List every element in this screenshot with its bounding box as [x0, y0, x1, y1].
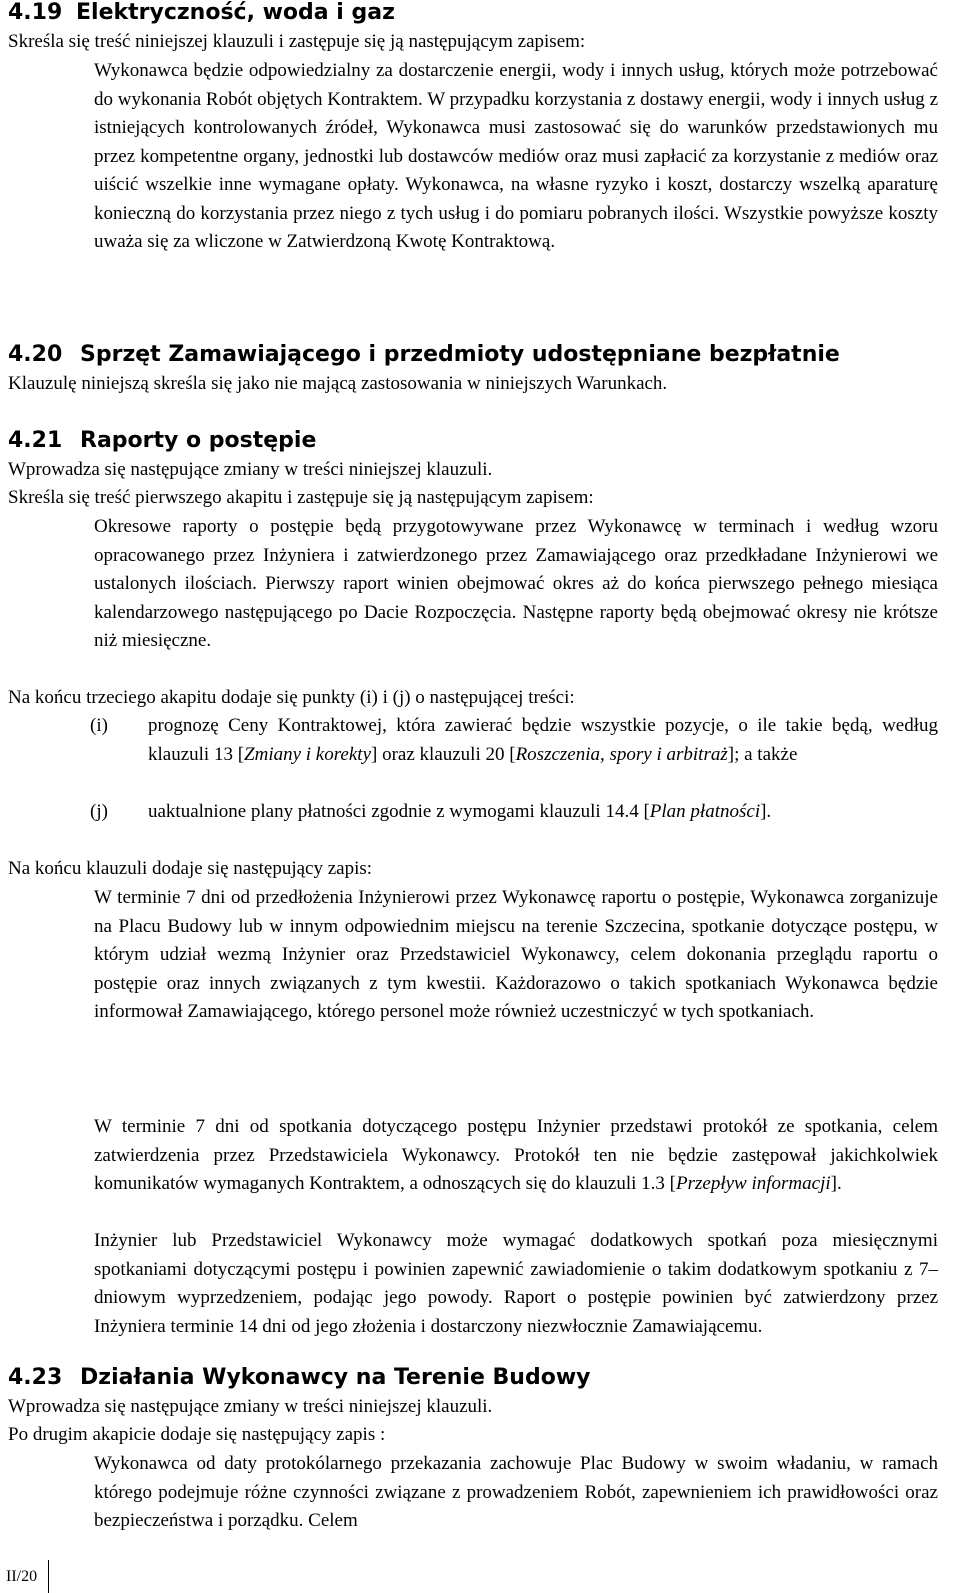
section-4-21-quote3: W terminie 7 dni od spotkania dotyczącego postępu Inżynier przedstawi protokół ze spotkania, celem zatwierdzenia przez Przedstawiciela Wykonawcy. Protokół ten nie będzie zastępował jakichkolwiek komunikatów wymaganych Kontraktem, a odnoszących się do klauzuli 1.3 [Przepływ informacji].: [94, 1116, 938, 1194]
section-4-23-quote1: Wykonawca od daty protokólarnego przekazania zachowuje Plac Budowy w swoim władaniu, w ramach którego podejmuje różne czynności związane z prowadzeniem Robót, zapewnieniem ich prawidłowości oraz bezpieczeństwa i porządku. Celem: [94, 1453, 938, 1531]
section-4-23-heading: [8, 1365, 591, 1391]
section-4-21-line4: Na końcu klauzuli dodaje się następujący zapis:: [8, 858, 373, 879]
list-item-text: uaktualnione plany płatności zgodnie z wymogami klauzuli 14.4 [Plan płatności].: [148, 801, 772, 822]
section-number: 4.19: [8, 0, 63, 25]
footer-divider: [48, 1560, 49, 1593]
section-4-19-body: Wykonawca będzie odpowiedzialny za dostarczenie energii, wody i innych usług, których może potrzebować do wykonania Robót objętych Kontraktem. W przypadku korzystania z dostawy energii, wody i innych usług z istniejących kontrolowanych źródeł, Wykonawca musi zastosować się do warunków przedstawionych mu przez kompetentne organy, jednostki lub dostawców mediów oraz musi zapłacić za korzystanie z mediów oraz uiścić wszelkie inne wymagane opłaty. Wykonawca, na własne ryzyko i koszt, dostarczy wszelką aparaturę konieczną do korzystania przez niego z tych usług i do pomiaru pobranych ilości. Wszystkie powyższe koszty uważa się za wliczone w Zatwierdzoną Kwotę Kontraktową.: [94, 60, 938, 252]
section-4-21-line1: Wprowadza się następujące zmiany w treści niniejszej klauzuli.: [8, 459, 493, 480]
list-item-text: prognozę Ceny Kontraktowej, która zawierać będzie wszystkie pozycje, o ile takie będą, według klauzuli 13 [Zmiany i korekty] oraz klauzuli 20 [Roszczenia, spory i arbitraż]; a także: [148, 715, 938, 765]
section-4-20-body: Klauzulę niniejszą skreśla się jako nie mającą zastosowania w niniejszych Warunkach.: [8, 373, 668, 394]
section-4-23-line1: Wprowadza się następujące zmiany w treści niniejszej klauzuli.: [8, 1396, 493, 1417]
section-title: Sprzęt Zamawiającego i przedmioty udostępniane bezpłatnie: [80, 342, 840, 367]
list-marker: (j): [90, 801, 108, 822]
section-4-19-heading: [8, 0, 395, 26]
section-4-20-heading: [8, 342, 840, 368]
section-4-19-intro: Skreśla się treść niniejszej klauzuli i zastępuje się ją następującym zapisem:: [8, 31, 586, 52]
list-item-j: [8, 798, 938, 827]
page-number: II/20: [6, 1568, 38, 1585]
section-4-21-line2: Skreśla się treść pierwszego akapitu i zastępuje się ją następującym zapisem:: [8, 487, 594, 508]
section-number: 4.21: [8, 428, 63, 453]
section-4-21-line3: Na końcu trzeciego akapitu dodaje się punkty (i) i (j) o następującej treści:: [8, 687, 575, 708]
section-number: 4.23: [8, 1365, 63, 1390]
list-marker: (i): [90, 715, 108, 736]
section-4-21-heading: [8, 428, 316, 454]
section-4-23-line2: Po drugim akapicie dodaje się następujący zapis :: [8, 1424, 386, 1445]
section-title: Elektryczność, woda i gaz: [76, 0, 395, 25]
section-title: Działania Wykonawcy na Terenie Budowy: [80, 1365, 591, 1390]
section-4-21-quote1: Okresowe raporty o postępie będą przygotowywane przez Wykonawcę w terminach i według wzoru opracowanego przez Inżyniera i zatwierdzonego przez Zamawiającego oraz przedkładane Inżynierowi we ustalonych ilościach. Pierwszy raport winien obejmować okres aż do końca pierwszego pełnego miesiąca kalendarzowego następującego po Dacie Rozpoczęcia. Następne raporty będą obejmować okresy nie krótsze niż miesięczne.: [94, 516, 938, 651]
section-title: Raporty o postępie: [80, 428, 317, 453]
list-item-i: [8, 712, 938, 769]
section-number: 4.20: [8, 342, 63, 367]
section-4-21-quote4: Inżynier lub Przedstawiciel Wykonawcy może wymagać dodatkowych spotkań poza miesięcznymi spotkaniami dotyczącymi postępu i powinien zapewnić zawiadomienie o takim dodatkowym spotkaniu z 7–dniowym wyprzedzeniem, podając jego powody. Raport o postępie powinien być zatwierdzony przez Inżyniera terminie 14 dni od jego złożenia i dostarczony niezwłocznie Zamawiającemu.: [94, 1230, 938, 1337]
section-4-21-quote2: W terminie 7 dni od przedłożenia Inżynierowi przez Wykonawcę raportu o postępie, Wykonawca zorganizuje na Placu Budowy lub w innym odpowiednim miejscu na terenie Szczecina, spotkanie dotyczące postępu, w którym udział wezmą Inżynier oraz Przedstawiciel Wykonawcy, celem dokonania przeglądu raportu o postępie oraz innych związanych z tym kwestii. Każdorazowo o takich spotkaniach Wykonawca będzie informował Zamawiającego, którego personel może również uczestniczyć w tych spotkaniach.: [94, 887, 938, 1022]
